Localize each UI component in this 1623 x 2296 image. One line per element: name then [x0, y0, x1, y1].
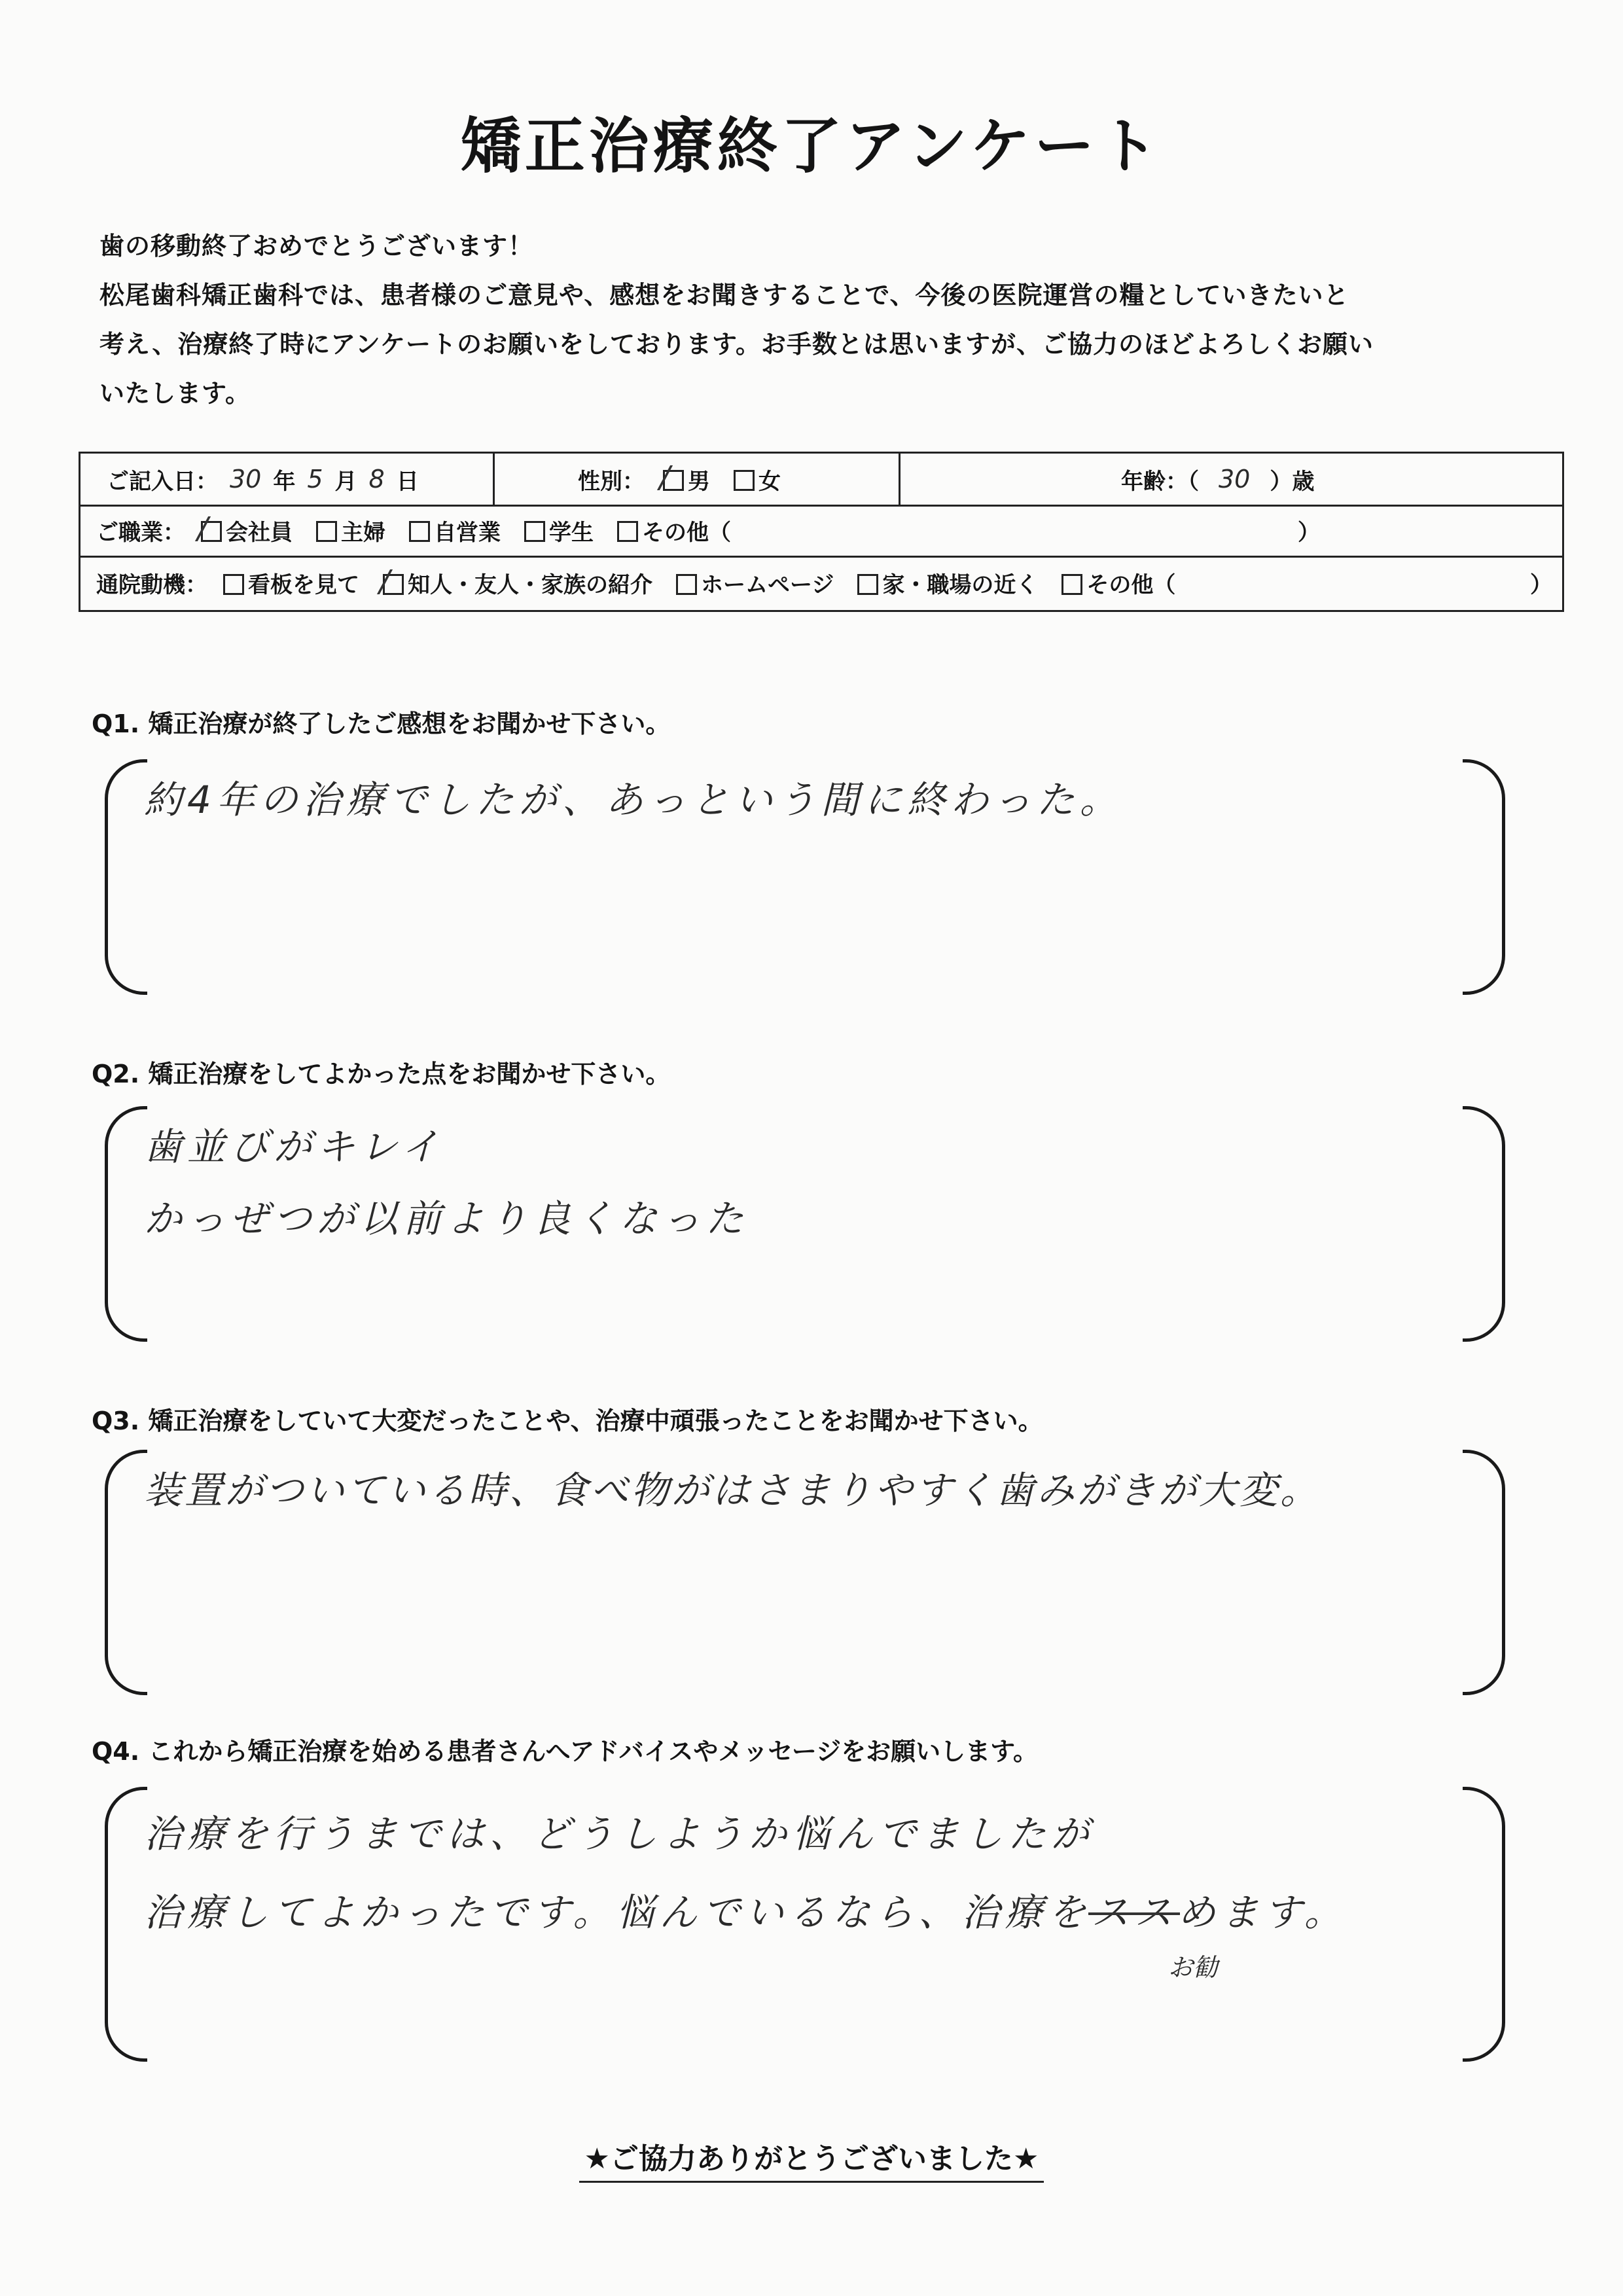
job-option-label: 会社員: [226, 519, 293, 546]
answer-4-left-bracket: [105, 1787, 147, 2062]
answer-3-line-1[interactable]: 装置がついている時、食べ物がはさまりやすく歯みがきが大変。: [144, 1468, 1321, 1513]
checkbox-icon[interactable]: [857, 574, 878, 595]
struck-out-text: スス: [1091, 1890, 1178, 1935]
age-value[interactable]: 30: [1219, 465, 1251, 493]
motive-label: 通院動機：: [96, 572, 207, 598]
intro-line-1: 歯の移動終了おめでとうございます！: [99, 232, 534, 260]
motive-option-label: その他（: [1086, 572, 1176, 598]
day-label: 日: [396, 468, 419, 495]
checkbox-icon[interactable]: [676, 574, 697, 595]
answer-4-right-bracket: [1463, 1787, 1505, 2062]
job-option-label: その他（: [642, 519, 731, 546]
info-row-occupation: [80, 505, 1562, 558]
motive-option-referral[interactable]: [383, 567, 652, 599]
answer-3-left-bracket: [105, 1450, 147, 1695]
gender-label: 性別：: [578, 468, 645, 495]
checkbox-icon[interactable]: [316, 521, 337, 542]
question-2-label: Q2. 矯正治療をしてよかった点をお聞かせ下さい。: [92, 1060, 671, 1088]
answer-2-right-bracket: [1463, 1106, 1505, 1342]
answer-2-left-bracket: [105, 1106, 147, 1342]
checkbox-checked-icon[interactable]: [383, 574, 404, 595]
job-option-homemaker[interactable]: [316, 514, 385, 547]
gender-cell: [578, 454, 804, 505]
motive-option-signboard[interactable]: [223, 567, 359, 599]
respondent-info-table: [79, 452, 1564, 612]
checkbox-icon[interactable]: [734, 470, 755, 491]
answer-1-right-bracket: [1463, 759, 1505, 995]
occupation-cell: [96, 505, 755, 556]
checkbox-icon[interactable]: [409, 521, 430, 542]
checkbox-icon[interactable]: [223, 574, 244, 595]
answer-2-line-2[interactable]: かっぜつが以前より良くなった: [144, 1196, 749, 1241]
motive-other-close: ）: [1530, 572, 1552, 598]
motive-option-label: 看板を見て: [248, 572, 359, 598]
motive-option-label: 知人・友人・家族の紹介: [408, 572, 652, 598]
motive-option-label: ホームページ: [701, 572, 834, 598]
job-option-other[interactable]: [617, 514, 731, 547]
job-option-label: 自営業: [434, 519, 501, 546]
info-row-date-gender-age: [80, 454, 1562, 507]
year-label: 年: [273, 468, 296, 495]
answer-4-line-2-end: めます。: [1177, 1890, 1347, 1935]
gender-female-label: 女: [758, 468, 781, 495]
job-other-close: ）: [1298, 519, 1320, 546]
gender-option-female[interactable]: [734, 463, 781, 495]
date-label: ご記入日：: [107, 468, 218, 495]
age-suffix: ）歳: [1270, 468, 1315, 495]
answer-4-line-1[interactable]: 治療を行うまでは、どうしようか悩んでましたが: [144, 1812, 1095, 1856]
answer-1-left-bracket: [105, 759, 147, 995]
motive-option-nearby[interactable]: [857, 567, 1038, 599]
age-label: 年齢：（: [1121, 468, 1199, 495]
checkbox-checked-icon[interactable]: [201, 521, 222, 542]
checkbox-checked-icon[interactable]: [663, 470, 684, 491]
question-4-label: Q4. これから矯正治療を始める患者さんへアドバイスやメッセージをお願いします。: [92, 1737, 1039, 1766]
intro-line-4: いたします。: [99, 379, 251, 408]
date-day-value[interactable]: 8: [368, 465, 385, 493]
question-1-label: Q1. 矯正治療が終了したご感想をお聞かせ下さい。: [92, 709, 671, 738]
date-month-value[interactable]: 5: [307, 465, 323, 493]
intro-line-3: 考え、治療終了時にアンケートのお願いをしております。お手数とは思いますが、ご協力のほどよろしくお願い: [99, 330, 1374, 359]
answer-4-line-2[interactable]: [144, 1882, 1347, 1937]
motive-option-label: 家・職場の近く: [882, 572, 1039, 598]
checkbox-icon[interactable]: [617, 521, 638, 542]
job-option-label: 学生: [549, 519, 594, 546]
info-row-motive: [80, 556, 1562, 610]
answer-4-correction: お勧: [1168, 1953, 1219, 1982]
question-3-label: Q3. 矯正治療をしていて大変だったことや、治療中頑張ったことをお聞かせ下さい。: [92, 1407, 1043, 1435]
occupation-label: ご職業：: [96, 519, 185, 546]
job-option-label: 主婦: [341, 519, 385, 546]
job-option-self-employed[interactable]: [409, 514, 501, 547]
checkbox-icon[interactable]: [1061, 574, 1082, 595]
date-year-value[interactable]: 30: [230, 465, 262, 493]
footer-thanks: [0, 2135, 1623, 2177]
motive-cell: [96, 556, 1199, 610]
motive-option-homepage[interactable]: [676, 567, 834, 599]
motive-option-other[interactable]: [1061, 567, 1175, 599]
date-cell: [107, 454, 419, 505]
answer-1-line-1[interactable]: 約4年の治療でしたが、あっという間に終わった。: [144, 778, 1123, 822]
gender-male-label: 男: [688, 468, 710, 495]
job-option-student[interactable]: [524, 514, 594, 547]
answer-4-line-2-text: 治療してよかったです。悩んでいるなら、治療を: [144, 1890, 1092, 1935]
month-label: 月: [334, 468, 357, 495]
footer-thanks-text: ★ご協力ありがとうございました★: [579, 2142, 1044, 2183]
intro-line-2: 松尾歯科矯正歯科では、患者様のご意見や、感想をお聞きすることで、今後の医院運営の糧としていきたいと: [99, 281, 1349, 310]
answer-3-right-bracket: [1463, 1450, 1505, 1695]
job-option-company-employee[interactable]: [201, 514, 293, 547]
age-cell: [1121, 454, 1314, 505]
page-title: 矯正治療終了アンケート: [460, 111, 1163, 181]
answer-2-line-1[interactable]: 歯並びがキレイ: [144, 1124, 444, 1169]
checkbox-icon[interactable]: [524, 521, 545, 542]
gender-option-male[interactable]: [663, 463, 710, 495]
